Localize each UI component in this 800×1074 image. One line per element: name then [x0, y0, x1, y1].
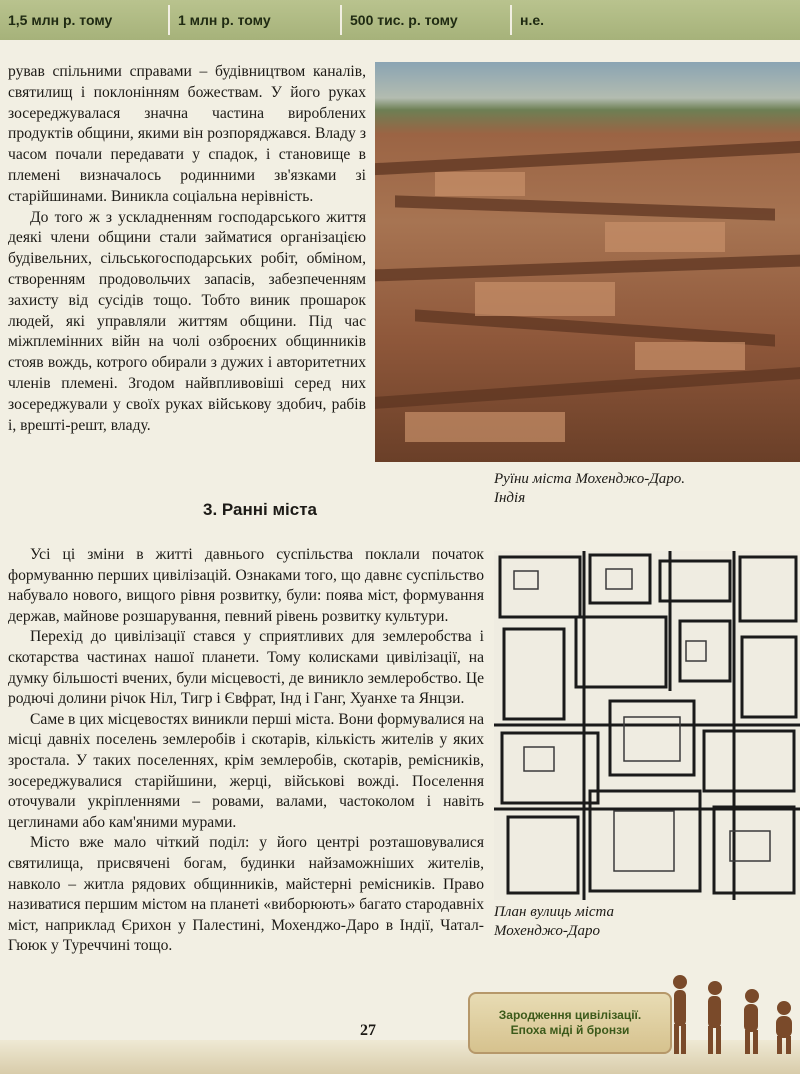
street-plan-map	[494, 551, 800, 900]
left-column-text	[8, 62, 366, 436]
timeline-label: 1 млн р. тому	[170, 5, 342, 35]
paragraph: До того ж з ускладненням господарського життя деякі члени общини стали займатися організацією будівельних, сільськогосподарських робіт, обміном, створенням продовольчих запасів, забезпеченням захисту від сусідів тощо. Тобто виник прошарок людей, які управляли життям общини. Під час міжплемінних війн на чолі озброєних общинників стояв вождь, котрого обирали з дужих і авторитетних членів племені. Згодом найвпливовіші серед них зосереджували у своїх руках військову здобич, рабів і, врешті-решт, владу.	[8, 208, 366, 434]
plan-caption: План вулиць міста Мохенджо-Даро	[494, 904, 615, 939]
section-heading: 3. Ранні міста	[203, 500, 317, 519]
paragraph: Усі ці зміни в житті давнього суспільства поклали початок формуванню перших цивілізацій. Ознаками того, що давнє суспільство набувало нового, вищого рівня розвитку, були: поява міст, формування держав, майнове розшарування, певний рівень розвитку культури.	[8, 546, 484, 625]
timeline-label: 1,5 млн р. тому	[0, 5, 170, 35]
plan-drawing	[494, 551, 800, 900]
timeline-label: 500 тис. р. тому	[342, 5, 512, 35]
main-text	[8, 545, 484, 957]
paragraph: Саме в цих місцевостях виникли перші міста. Вони формувалися на місці давніх поселень землеробів і скотарів, кількість жителів у яких зростала. У таких поселеннях, крім землеробів, скотарів, ремісників, зосереджувалися старійшини, жерці, військові вожді. Поселення оточували укріпленнями – ровами, валами, частоколом і навіть цеглинами або кам'яними мурами.	[8, 710, 484, 831]
page-number: 27	[360, 1022, 376, 1039]
paragraph: рував спільними справами – будівництвом каналів, святилищ і поклонінням божествам. У його руках зосереджувалася значна частина вироблених продуктів общини, якими він розпоряджався. Владу з часом почали передавати у спадок, і становище в племені визначалось родинними зв'язками зі старійшинами. Виникла соціальна нерівність.	[8, 63, 366, 205]
human-evolution-figures-icon	[660, 960, 800, 1060]
timeline-bar	[0, 0, 800, 40]
chapter-banner: Зародження цивілізації. Епоха міді й бронзи	[468, 992, 672, 1054]
photo-caption: Руїни міста Мохенджо-Даро. Індія	[494, 471, 686, 506]
paragraph: Перехід до цивілізації стався у сприятливих для землеробства і скотарства частинах нашої планети. Тому колисками цивілізації, на думку більшості вчених, були місцевості, де виникло землеробство. Це родючі долини річок Ніл, Тигр і Євфрат, Інд і Ганг, Хуанхе та Янцзи.	[8, 628, 484, 708]
timeline-label: н.е.	[520, 12, 545, 28]
ruins-photo	[375, 62, 800, 462]
paragraph: Місто вже мало чіткий поділ: у його центрі розташовувалися святилища, присвячені богам, будинки найзаможніших жителів, навколо – житла рядових общинників, майстерні ремісників. Право називатися першим містом на планеті «виборюють» багато стародавніх міст, наприклад Єрихон у Палестині, Мохенджо-Даро в Індії, Чатал-Гююк у Туреччині тощо.	[8, 834, 484, 955]
